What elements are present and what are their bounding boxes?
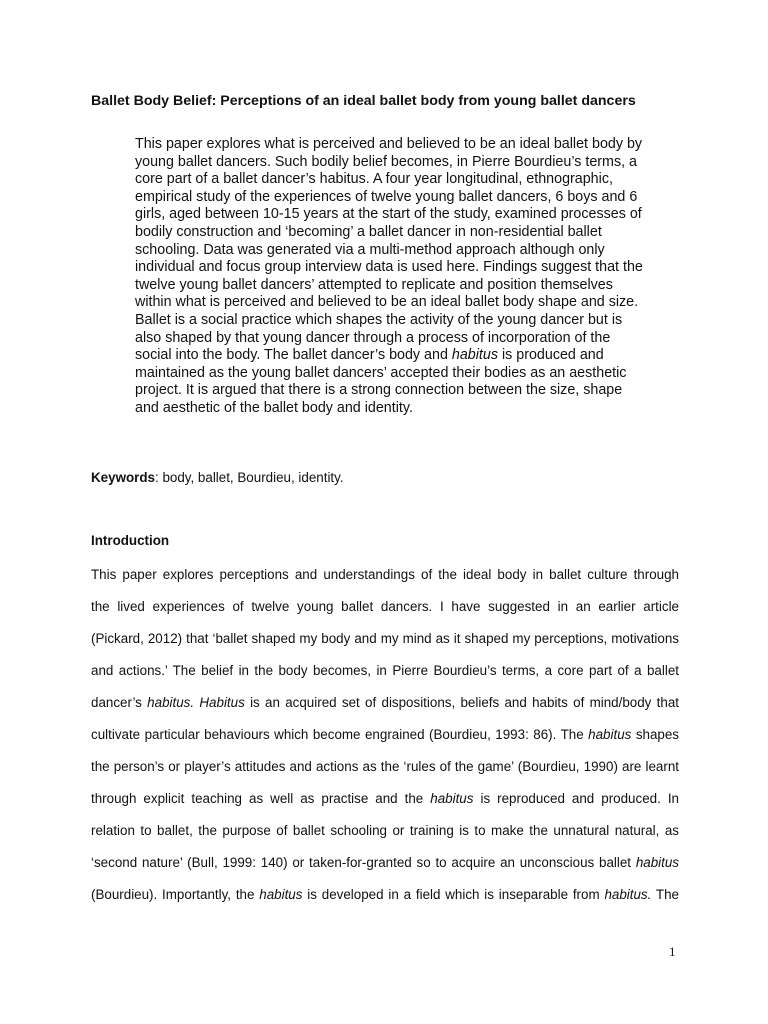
abstract-text: is produced and — [498, 347, 604, 364]
abstract-line: project. It is argued that there is a strong connection between the size, shape — [135, 382, 623, 399]
body-line — [91, 790, 679, 822]
body-italic-term: habitus. — [604, 887, 652, 902]
body-text: shapes — [631, 727, 679, 742]
body-line: (Pickard, 2012) that ‘ballet shaped my body and my mind as it shaped my perceptions, motivations — [91, 631, 679, 646]
body-line — [91, 854, 679, 886]
abstract-line — [135, 347, 675, 365]
abstract-line: schooling. Data was generated via a multi-method approach although only — [135, 241, 605, 258]
abstract-line: individual and focus group interview data is used here. Findings suggest that the — [135, 259, 643, 276]
body-text: is developed in a field which is inseparable from — [302, 887, 605, 902]
body-text: cultivate particular behaviours which become engrained (Bourdieu, 1993: 86). The — [91, 727, 589, 742]
body-italic-term: habitus — [259, 887, 303, 902]
body-text: is an acquired set of dispositions, beliefs and habits of mind/body that — [244, 695, 679, 710]
body-italic-term: Habitus — [199, 695, 245, 710]
body-italic-term: habitus — [588, 727, 632, 742]
body-text: (Bourdieu). Importantly, the — [91, 887, 260, 902]
body-line — [91, 726, 679, 758]
abstract-line: bodily construction and ‘becoming’ a ballet dancer in non-residential ballet — [135, 223, 602, 240]
body-text: dancer’s — [91, 695, 148, 710]
body-line: the lived experiences of twelve young ballet dancers. I have suggested in an earlier article — [91, 599, 679, 614]
body-line: and actions.’ The belief in the body becomes, in Pierre Bourdieu’s terms, a core part of a ballet — [91, 663, 679, 678]
abstract-line: This paper explores what is perceived and believed to be an ideal ballet body by — [135, 136, 643, 152]
page-number: 1 — [669, 944, 676, 959]
body-italic-term: habitus — [635, 855, 679, 870]
paper-title: Ballet Body Belief: Perceptions of an ideal ballet body from young ballet dancers — [91, 93, 636, 109]
section-heading-introduction: Introduction — [91, 533, 170, 548]
keywords-label: Keywords — [91, 470, 155, 485]
keywords — [91, 470, 344, 485]
abstract-text: social into the body. The ballet dancer’s body and — [135, 347, 448, 364]
abstract-line: empirical study of the experiences of twelve young ballet dancers, 6 boys and 6 — [135, 188, 638, 205]
abstract-line: young ballet dancers. Such bodily belief becomes, in Pierre Bourdieu’s terms, a — [135, 153, 637, 170]
body-line: the person’s or player’s attitudes and actions as the ‘rules of the game’ (Bourdieu, 1990) are learnt — [91, 759, 679, 774]
abstract-italic-term: habitus — [451, 347, 498, 364]
abstract-line: within what is perceived and believed to be an ideal ballet body shape and size. — [135, 294, 639, 311]
body-line: relation to ballet, the purpose of ballet schooling or training is to make the unnatural natural, as — [91, 823, 679, 838]
keywords-list: : body, ballet, Bourdieu, identity. — [155, 470, 344, 485]
abstract-line: core part of a ballet dancer’s habitus. A four year longitudinal, ethnographic, — [135, 171, 613, 188]
abstract — [135, 136, 675, 418]
abstract-line: Ballet is a social practice which shapes the activity of the young dancer but is — [135, 311, 623, 328]
body-text: The — [651, 887, 679, 902]
body-line — [91, 886, 679, 918]
abstract-line: twelve young ballet dancers’ attempted to replicate and position themselves — [135, 276, 613, 293]
body-text: ‘second nature’ (Bull, 1999: 140) or taken-for-granted so to acquire an unconscious ballet — [91, 855, 636, 870]
body-italic-term: habitus — [430, 791, 474, 806]
abstract-line: also shaped by that young dancer through a process of incorporation of the — [135, 329, 611, 346]
body-line — [91, 694, 679, 726]
body-text: is reproduced and produced. In — [473, 791, 679, 806]
body-text: through explicit teaching as well as practise and the — [91, 791, 431, 806]
abstract-line: girls, aged between 10-15 years at the start of the study, examined processes of — [135, 206, 642, 223]
abstract-line: maintained as the young ballet dancers’ accepted their bodies as an aesthetic — [135, 364, 627, 381]
introduction-body — [91, 566, 679, 918]
body-line: This paper explores perceptions and understandings of the ideal body in ballet culture through — [91, 567, 679, 582]
abstract-line: and aesthetic of the ballet body and identity. — [135, 399, 413, 416]
body-italic-term: habitus. — [147, 695, 195, 710]
